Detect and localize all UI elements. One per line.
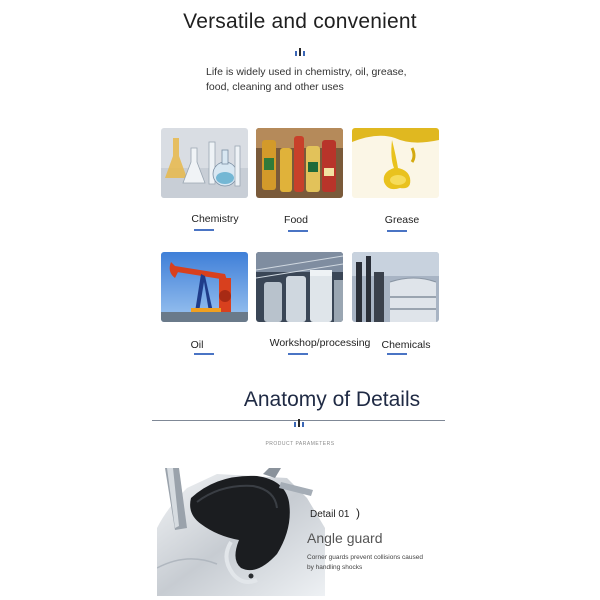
- oil-label: Oil: [190, 339, 204, 351]
- section-description: Life is widely used in chemistry, oil, grease, food, cleaning and other uses: [206, 66, 407, 93]
- food-label: Food: [284, 214, 308, 226]
- detail-title: Angle guard: [307, 530, 383, 546]
- grease-label: Grease: [384, 214, 420, 226]
- grease-underline: [387, 230, 407, 232]
- workshop-label: Workshop/processing: [269, 337, 371, 349]
- food-underline: [288, 230, 308, 232]
- food-image: [256, 128, 343, 198]
- chemicals-underline: [387, 353, 407, 355]
- workshop-image: [256, 252, 343, 322]
- detail-description: Corner guards prevent collisions caused by handling shocks: [307, 554, 423, 571]
- chemicals-image: [352, 252, 439, 322]
- section-divider-mark-2: [289, 419, 309, 427]
- section-title-anatomy: Anatomy of Details: [243, 388, 421, 411]
- section-divider-mark: [290, 48, 310, 56]
- oil-underline: [194, 353, 214, 355]
- detail-paren: ): [356, 506, 360, 520]
- chemistry-label: Chemistry: [191, 213, 239, 225]
- oil-image: [161, 252, 248, 322]
- chemistry-image: [161, 128, 248, 198]
- workshop-underline: [288, 353, 308, 355]
- section-title-versatile: Versatile and convenient: [183, 10, 417, 33]
- detail-number: Detail 01: [310, 509, 350, 520]
- grease-image: [352, 128, 439, 198]
- chemicals-label: Chemicals: [381, 339, 431, 351]
- angle-guard-photo: [157, 468, 325, 596]
- chemistry-underline: [194, 229, 214, 231]
- product-parameters-label: PRODUCT PARAMETERS: [265, 441, 335, 447]
